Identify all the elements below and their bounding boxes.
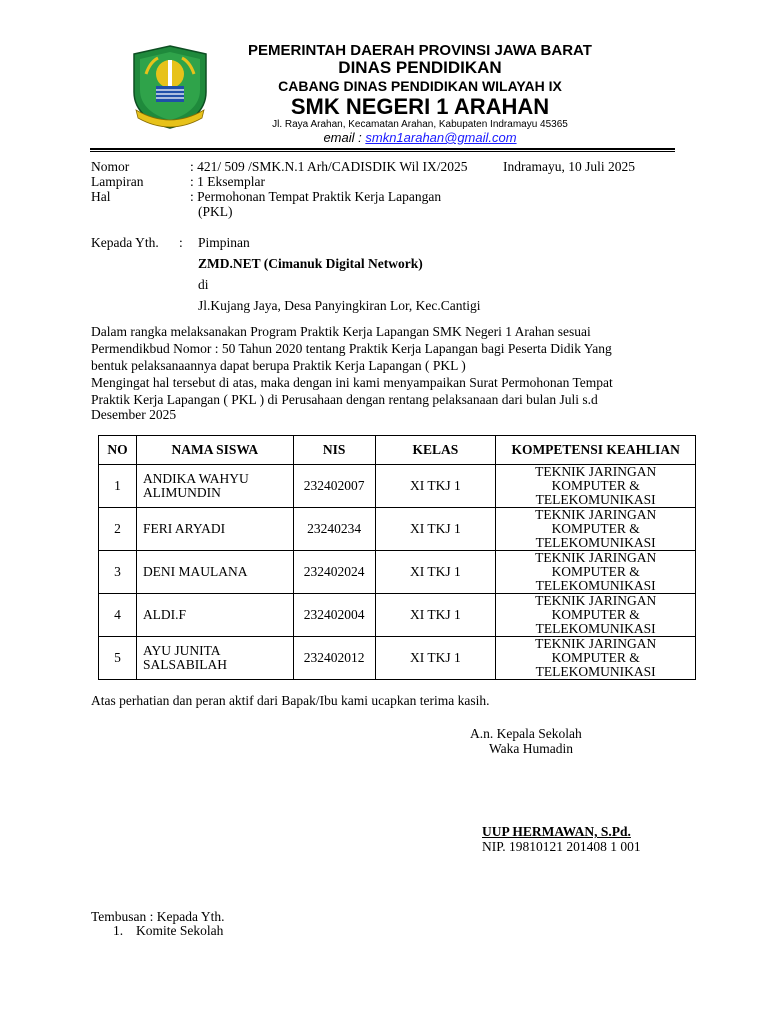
body-line: Dalam rangka melaksanakan Program Praktik Kerja Lapangan SMK Negeri 1 Arahan sesuai <box>91 324 591 339</box>
cell-nama: ALDI.F <box>136 594 293 637</box>
lampiran-label: Lampiran <box>91 174 144 189</box>
cell-nama: DENI MAULANA <box>136 551 293 594</box>
hal-value-continued: (PKL) <box>198 204 233 219</box>
recipient-di: di <box>198 277 209 292</box>
cell-nis: 232402007 <box>293 465 375 508</box>
signatory-name: UUP HERMAWAN, S.Pd. <box>482 824 631 839</box>
nomor-value: : 421/ 509 /SMK.N.1 Arh/CADISDIK Wil IX/2025 <box>190 159 468 174</box>
cell-kompetensi: TEKNIK JARINGAN KOMPUTER & TELEKOMUNIKASI <box>496 551 696 594</box>
cell-nama: ANDIKA WAHYU ALIMUNDIN <box>136 465 293 508</box>
header-nama-siswa: NAMA SISWA <box>136 436 293 465</box>
recipient-address: Jl.Kujang Jaya, Desa Panyingkiran Lor, Kec.Cantigi <box>198 298 481 313</box>
cell-nis: 23240234 <box>293 508 375 551</box>
hal-value: : Permohonan Tempat Praktik Kerja Lapangan <box>190 189 442 204</box>
cell-nama: AYU JUNITA SALSABILAH <box>136 637 293 680</box>
kepada-label: Kepada Yth. <box>91 235 159 250</box>
letterhead-email-line <box>200 130 640 145</box>
letterhead-branch: CABANG DINAS PENDIDIKAN WILAYAH IX <box>278 78 562 94</box>
table-row <box>99 465 696 508</box>
cell-kompetensi: TEKNIK JARINGAN KOMPUTER & TELEKOMUNIKASI <box>496 594 696 637</box>
body-line: Desember 2025 <box>91 407 177 422</box>
letter-date: Indramayu, 10 Juli 2025 <box>503 159 635 174</box>
letterhead-divider-thin <box>90 151 675 152</box>
body-line: bentuk pelaksanaannya dapat berupa Praktik Kerja Lapangan ( PKL ) <box>91 358 466 373</box>
recipient-company: ZMD.NET (Cimanuk Digital Network) <box>198 256 423 271</box>
tembusan-item-number: 1. <box>113 923 124 938</box>
nomor-label: Nomor <box>91 159 130 174</box>
cell-kompetensi: TEKNIK JARINGAN KOMPUTER & TELEKOMUNIKASI <box>496 508 696 551</box>
signature-on-behalf: A.n. Kepala Sekolah <box>470 726 582 741</box>
header-kelas: KELAS <box>375 436 496 465</box>
table-header-row <box>99 436 696 465</box>
lampiran-value: : 1 Eksemplar <box>190 174 265 189</box>
hal-label: Hal <box>91 189 111 204</box>
cell-nis: 232402004 <box>293 594 375 637</box>
letterhead-government: PEMERINTAH DAERAH PROVINSI JAWA BARAT <box>248 42 592 59</box>
kepada-colon: : <box>179 235 183 250</box>
cell-no: 4 <box>99 594 137 637</box>
letterhead-school-name: SMK NEGERI 1 ARAHAN <box>290 94 550 119</box>
cell-no: 1 <box>99 465 137 508</box>
signature-position: Waka Humadin <box>489 741 574 756</box>
body-line: Praktik Kerja Lapangan ( PKL ) di Perusahaan dengan rentang pelaksanaan dari bulan Juli s.d <box>91 392 598 407</box>
cell-no: 3 <box>99 551 137 594</box>
letterhead-department: DINAS PENDIDIKAN <box>338 58 502 77</box>
body-line: Mengingat hal tersebut di atas, maka dengan ini kami menyampaikan Surat Permohonan Tempat <box>91 375 613 390</box>
cell-kelas: XI TKJ 1 <box>375 465 496 508</box>
recipient-title: Pimpinan <box>198 235 250 250</box>
header-nis: NIS <box>293 436 375 465</box>
email-link[interactable]: smkn1arahan@gmail.com <box>365 130 517 145</box>
cell-kelas: XI TKJ 1 <box>375 508 496 551</box>
cell-no: 2 <box>99 508 137 551</box>
table-row <box>99 637 696 680</box>
table-row <box>99 508 696 551</box>
cell-kompetensi: TEKNIK JARINGAN KOMPUTER & TELEKOMUNIKASI <box>496 637 696 680</box>
cell-kelas: XI TKJ 1 <box>375 551 496 594</box>
signatory-nip: NIP. 19810121 201408 1 001 <box>482 839 641 854</box>
closing-sentence: Atas perhatian dan peran aktif dari Bapak/Ibu kami ucapkan terima kasih. <box>91 693 490 708</box>
cell-nis: 232402012 <box>293 637 375 680</box>
letterhead-divider-thick <box>90 148 675 150</box>
cell-kelas: XI TKJ 1 <box>375 594 496 637</box>
student-table <box>98 435 696 680</box>
body-line: Permendikbud Nomor : 50 Tahun 2020 tentang Praktik Kerja Lapangan bagi Peserta Didik Yang <box>91 341 612 356</box>
header-no: NO <box>99 436 137 465</box>
email-label: email : <box>323 130 362 145</box>
table-row <box>99 594 696 637</box>
cell-nis: 232402024 <box>293 551 375 594</box>
cell-no: 5 <box>99 637 137 680</box>
table-row <box>99 551 696 594</box>
header-kompetensi: KOMPETENSI KEAHLIAN <box>496 436 696 465</box>
cell-kompetensi: TEKNIK JARINGAN KOMPUTER & TELEKOMUNIKASI <box>496 465 696 508</box>
tembusan-label: Tembusan : Kepada Yth. <box>91 909 225 924</box>
tembusan-item: Komite Sekolah <box>136 923 224 938</box>
cell-kelas: XI TKJ 1 <box>375 637 496 680</box>
letterhead-address: Jl. Raya Arahan, Kecamatan Arahan, Kabupaten Indramayu 45365 <box>272 119 568 130</box>
cell-nama: FERI ARYADI <box>136 508 293 551</box>
